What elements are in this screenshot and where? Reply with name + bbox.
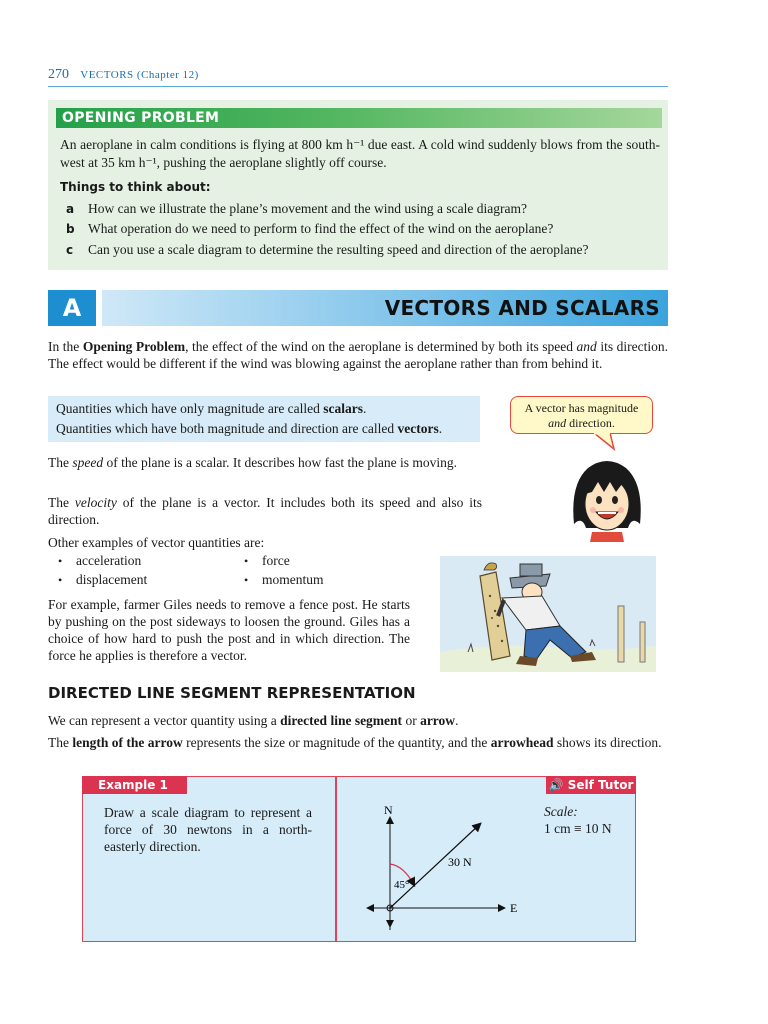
question-letter: c [66,243,74,257]
velocity-paragraph [48,494,482,528]
bubble-text: direction. [566,416,615,430]
question-item [66,200,666,218]
para-text: The [48,455,73,470]
list-item [244,572,324,588]
para-bold: arrowhead [490,735,554,750]
vector-definition [56,421,442,437]
self-tutor-label: Self Tutor [567,778,634,792]
speaker-icon: 🔊 [548,778,564,792]
list-item-text: displacement [76,572,148,587]
intro-bold: Opening Problem [82,339,186,354]
examples-intro: Other examples of vector quantities are: [48,535,265,550]
def-text: . [363,401,367,416]
bubble-italic: and [548,416,567,430]
dls-paragraph-1 [48,712,668,729]
intro-text: In the [48,339,83,354]
list-item [244,553,290,569]
def-bold: vectors [397,421,439,436]
para-text: of the plane is a scalar. It describes how fast the plane is moving. [103,455,458,470]
def-text: Quantities which have both magnitude and direction are called [56,421,398,436]
question-item [66,241,666,259]
para-text: or [402,713,421,728]
question-text: How can we illustrate the plane’s movement and the wind using a scale diagram? [88,201,527,216]
force-label: 30 N [448,855,472,869]
girl-illustration [566,454,648,542]
things-to-think-heading: Things to think about: [60,180,211,194]
para-italic: velocity [74,495,117,510]
para-italic: speed [72,455,104,470]
intro-text: , the effect of the wind on the aeroplane is determined by both its speed [185,339,577,354]
angle-label: 45° [394,879,410,891]
east-label: E [510,901,518,915]
section-title: VECTORS AND SCALARS [384,296,660,320]
force-diagram [340,800,540,940]
question-letter: b [66,222,75,236]
para-text: We can represent a vector quantity using a [48,713,281,728]
para-text: The [48,735,73,750]
list-item-text: force [262,553,290,568]
para-text: The [48,495,75,510]
bubble-line [511,416,652,431]
farmer-paragraph: For example, farmer Giles needs to remove a fence post. He starts by pushing on the post sideways to loosen the ground. Giles has a choice of how hard to push the post and in which direction. The force he applies is therefore a vector. [48,597,410,663]
speed-paragraph [48,454,482,471]
para-bold: arrow [420,713,456,728]
north-label: N [384,803,393,817]
chapter-name: VECTORS [80,69,134,81]
list-item [58,572,147,588]
intro-paragraph [48,338,668,372]
def-bold: scalars [323,401,364,416]
para-bold: directed line segment [280,713,403,728]
opening-problem-text: An aeroplane in calm conditions is flying at 800 km h⁻¹ due east. A cold wind suddenly blows from the south-west at 35 km h⁻¹, pushing the aeroplane slightly off course. [60,137,660,170]
def-text: . [438,421,443,436]
intro-text: its direction. The effect would be different if the wind was blowing against the aeroplane rather than from behind it. [48,339,668,371]
list-item-text: momentum [262,572,324,587]
example-text: Draw a scale diagram to represent a force of 30 newtons in a north-easterly direction. [104,805,312,854]
bubble-line: A vector has magnitude [524,401,639,415]
scale-label: Scale: [544,804,578,819]
section-letter: A [48,290,96,326]
list-item [58,553,141,569]
para-text: shows its direction. [553,735,662,750]
bullet-dot: • [244,573,249,587]
dls-paragraph-2 [48,734,668,751]
bubble-tail [590,433,620,453]
bullet-dot: • [58,573,63,587]
list-item-text: acceleration [76,553,142,568]
question-text: What operation do we need to perform to find the effect of the wind on the aeroplane? [88,221,554,236]
chapter-note: (Chapter 12) [136,69,199,81]
intro-italic: and [576,339,597,354]
para-text: of the plane is a vector. It includes both its speed and also its direction. [48,495,482,527]
question-text: Can you use a scale diagram to determine the resulting speed and direction of the aeroplane? [88,242,589,257]
question-letter: a [66,202,75,216]
para-bold: length of the arrow [72,735,183,750]
para-text: represents the size or magnitude of the quantity, and the [182,735,491,750]
question-item [66,220,666,238]
example-divider [335,776,337,942]
section-heading: DIRECTED LINE SEGMENT REPRESENTATION [48,684,416,702]
speech-bubble [510,396,653,434]
page-header [48,66,668,87]
bullet-dot: • [244,554,249,568]
example-tag: Example 1 [82,776,187,794]
bullet-dot: • [58,554,63,568]
def-text: Quantities which have only magnitude are called [56,401,324,416]
page-number: 270 [48,67,69,82]
self-tutor-button[interactable] [546,776,636,794]
opening-problem-title: OPENING PROBLEM [56,108,662,128]
para-text: . [455,713,459,728]
farmer-illustration [440,556,656,672]
scalar-definition [56,401,366,417]
scale-value: 1 cm ≡ 10 N [544,821,612,836]
